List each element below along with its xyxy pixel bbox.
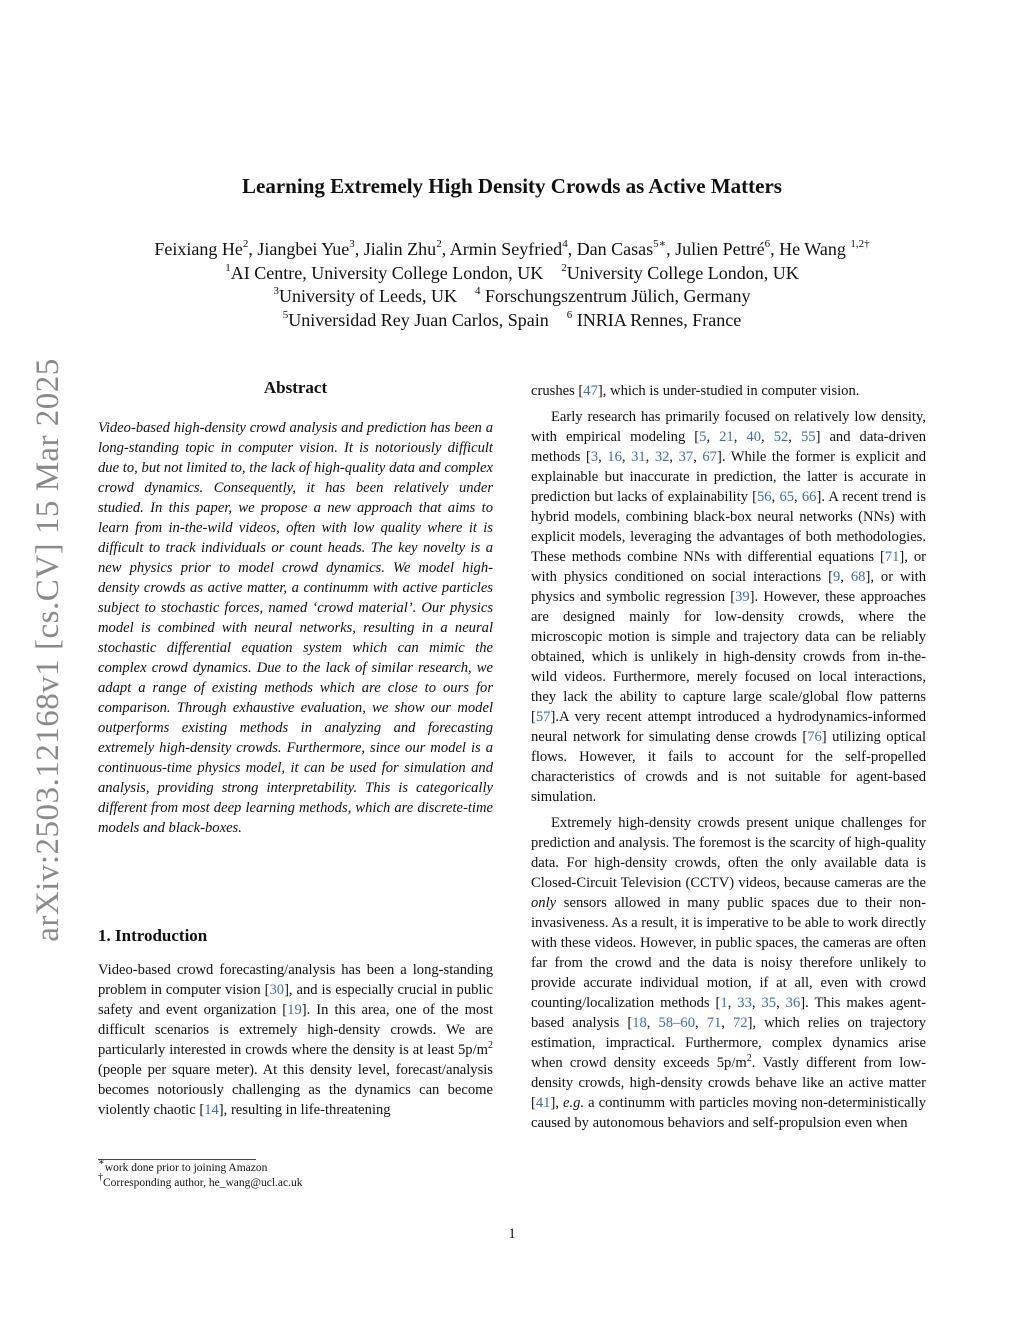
citation-group: 5, 21, 40, 52, 55	[699, 429, 816, 445]
citation-link[interactable]: 47	[583, 383, 598, 399]
citation-link[interactable]: 31	[631, 449, 646, 465]
citation-link[interactable]: 40	[746, 429, 761, 445]
author-name: Julien Pettré	[675, 239, 765, 259]
author-name: Feixiang He	[154, 239, 243, 259]
page-number: 1	[508, 1226, 516, 1242]
section-heading-introduction: 1. Introduction	[98, 926, 208, 945]
footnotes	[98, 1157, 303, 1191]
abstract-heading: Abstract	[263, 378, 328, 397]
affiliation-line-3: $^5$Universidad Rey Juan Carlos, Spain $^6$ INRIA Rennes, France	[282, 308, 742, 330]
citation-link[interactable]: 39	[735, 589, 750, 605]
affiliation-1: AI Centre, University College London, UK	[230, 262, 544, 283]
citation-link[interactable]: 30	[269, 982, 285, 998]
author-block	[0, 238, 1024, 332]
footnote-divider	[98, 1159, 256, 1160]
citation-link[interactable]: 9	[832, 569, 841, 585]
citation-link[interactable]: 16	[607, 449, 622, 465]
affiliation-5: Universidad Rey Juan Carlos, Spain	[288, 309, 549, 330]
author-name: Jiangbei Yue	[257, 239, 350, 259]
citation-link[interactable]: 21	[719, 429, 734, 445]
citation-link[interactable]: 71	[706, 1015, 722, 1031]
citation-link[interactable]: 67	[702, 449, 717, 465]
affiliation-2: University College London, UK	[566, 262, 799, 283]
footnote-2: †Corresponding author, he_wang@ucl.ac.uk	[98, 1172, 303, 1189]
citation-group: 1, 33, 35, 36	[720, 995, 801, 1011]
citation-link[interactable]: 56	[757, 489, 772, 505]
citation-link[interactable]: 18	[632, 1015, 647, 1031]
citation-link[interactable]: 66	[801, 489, 817, 505]
citation-link[interactable]: 76	[807, 729, 822, 745]
citation-link[interactable]: 57	[535, 709, 551, 725]
citation-link[interactable]: 65	[779, 489, 795, 505]
affiliation-6: INRIA Rennes, France	[576, 309, 742, 330]
abstract-text: Video-based high-density crowd analysis and prediction has been a long-standing topic in computer vision. It is notoriously difficult due to, but not limited to, the lack of high-quality data and complex crowd dynamics. Consequently, it has been relatively under studied. In this paper, we propose a new approach that aims to learn from in-the-wild videos, often with low quality where it is difficult to track individuals or count heads. The key novelty is a new physics prior to model crowd dynamics. We model high-density crowds as active matter, a continumm with active particles subject to stochastic forces, named ‘crowd material’. Our physics model is combined with neural networks, resulting in a neural stochastic differential equation system which can mimic the complex crowd dynamics. Due to the lack of similar research, we adapt a range of existing methods which are close to ours for comparison. Through exhaustive evaluation, we show our model outperforms existing methods in analyzing and forecasting extremely high-density crowds. Furthermore, since our model is a continuous-time physics model, it can be used for simulation and analysis, providing strong interpretability. This is categorically different from most deep learning methods, which are discrete-time models and black-boxes.	[98, 420, 493, 836]
citation-link[interactable]: 71	[884, 549, 900, 565]
citation-group: 3, 16, 31, 32, 37, 67	[590, 449, 717, 465]
citation-link[interactable]: 37	[678, 449, 694, 465]
citation-link[interactable]: 14	[204, 1102, 219, 1118]
citation-link[interactable]: 68	[850, 569, 866, 585]
citation-link[interactable]: 72	[732, 1015, 748, 1031]
right-column	[531, 381, 926, 1133]
citation-link[interactable]: 55	[800, 429, 816, 445]
author-name: Jialin Zhu	[363, 239, 437, 259]
citation-link[interactable]: 33	[737, 995, 752, 1011]
citation-link[interactable]: 52	[773, 429, 789, 445]
affiliation-4: Forschungszentrum Jülich, Germany	[485, 286, 751, 306]
citation-link[interactable]: 19	[287, 1002, 302, 1018]
affiliation-line-1: $^1$AI Centre, University College London, UK $^2$University College London, UK	[225, 261, 799, 283]
author-name: Dan Casas	[576, 239, 654, 259]
citation-group: 56, 65, 66	[757, 489, 817, 505]
affiliation-3: University of Leeds, UK	[279, 286, 457, 306]
citation-link[interactable]: 32	[654, 449, 670, 465]
affiliation-line-2: $^3$University of Leeds, UK $^4$ Forschungszentrum Jülich, Germany	[273, 285, 751, 306]
citation-link[interactable]: 3	[590, 449, 599, 465]
citation-link[interactable]: 35	[761, 995, 777, 1011]
right-paragraph-challenges: Extremely high-density crowds present unique challenges for prediction and analysis. The foremost is the scarcity of high-quality data. For high-density crowds, often the only available data is Closed-Circuit Television (CCTV) videos, because cameras are the only sensors allowed in many public spaces due to their non-invasiveness. As a result, it is imperative to be able to work directly with these videos. However, in public spaces, the cameras are often far from the crowd and the data is noisy therefore unlikely to provide accurate individual motion, if at all, even with crowd counting/localization methods [1, 33, 35, 36]. This makes agent-based analysis [18, 58–60, 71, 72], which relies on trajectory estimation, impractical. Furthermore, complex dynamics arise when crowd density exceeds $5p/m^2$. Vastly different from low-density crowds, high-density crowds behave like an active matter [41], e.g. a continumm with particles moving non-deterministically caused by autonomous behaviors and self-propulsion even when	[531, 815, 927, 1131]
footnote-1: ∗work done prior to joining Amazon	[98, 1157, 268, 1174]
citation-link[interactable]: 41	[535, 1095, 551, 1111]
author-name: Armin Seyfried	[449, 239, 563, 259]
citation-link[interactable]: 58–60	[658, 1015, 695, 1031]
citation-link[interactable]: 5	[699, 429, 707, 445]
citation-link[interactable]: 1	[720, 995, 728, 1011]
paper-title: Learning Extremely High Density Crowds as Active Matters	[242, 174, 782, 198]
author-names: Feixiang He$^2$, Jiangbei Yue$^3$, Jialin Zhu$^2$, Armin Seyfried$^4$, Dan Casas$^{5∗}$, Julien Pettré$^6$, He Wang $^{1,2\dagger}$	[154, 238, 870, 259]
author-name: He Wang	[779, 239, 851, 259]
arxiv-identifier: arXiv:2503.12168v1 [cs.CV] 15 Mar 2025	[30, 358, 66, 942]
right-paragraph-early-research: Early research has primarily focused on relatively low density, with empirical modeling [5, 21, 40, 52, 55] and data-driven methods [3, 16, 31, 32, 37, 67]. While the former is explicit and explainable but inaccurate in prediction, the latter is accurate in prediction but lacks of explainability [56, 65, 66]. A recent trend is hybrid models, combining black-box neural networks (NNs) with explicit models, leveraging the advantages of both methodologies. These methods combine NNs with differential equations [71], or with physics conditioned on social interactions [9, 68], or with physics and symbolic regression [39]. However, these approaches are designed mainly for low-density crowds, where the microscopic motion is simple and trajectory data can be reliably obtained, which is unlikely in high-density crowds from in-the-wild videos. Furthermore, merely focused on local interactions, they lack the ability to capture large scale/global flow patterns [57].A very recent attempt introduced a hydrodynamics-informed neural network for simulating dense crowds [76] utilizing optical flows. However, it fails to account for the self-propelled characteristics of crowds and is not suitable for agent-based simulation.	[531, 409, 927, 805]
right-paragraph-continuation: crushes [47], which is under-studied in computer vision.	[531, 383, 860, 399]
abstract-section	[98, 378, 493, 838]
citation-link[interactable]: 36	[785, 995, 801, 1011]
introduction-paragraph-1: Video-based crowd forecasting/analysis has been a long-standing problem in computer vision [30], and is especially crucial in public safety and event organization [19]. In this area, one of the most difficult scenarios is extremely high-density crowds. We are particularly interested in crowds where the density is at least $5p/m^2$ (people per square meter). At this density level, forecast/analysis becomes notoriously challenging as the dynamics can become violently chaotic [14], resulting in life-threatening	[98, 962, 493, 1118]
